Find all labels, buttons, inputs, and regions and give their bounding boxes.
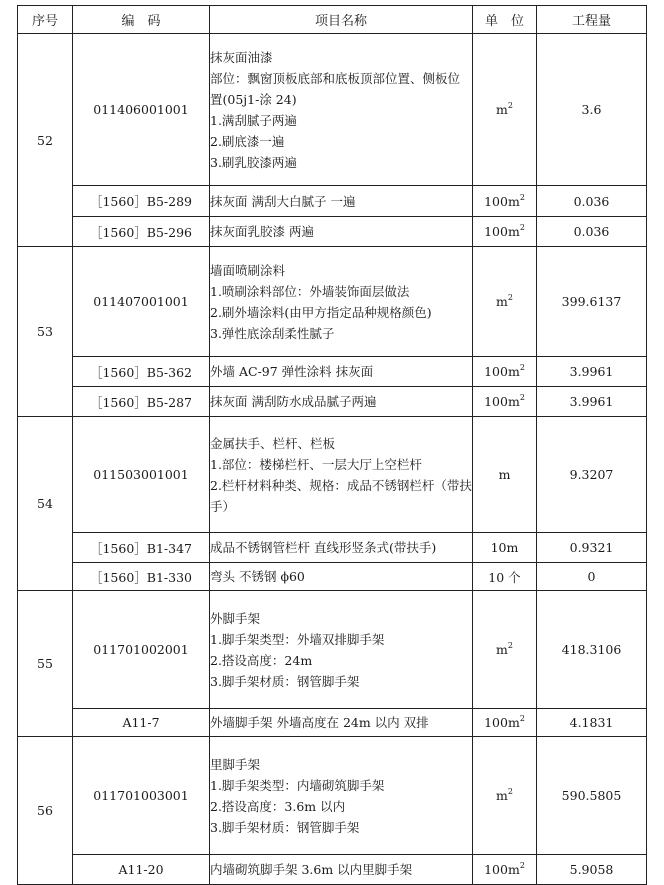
unit-cell (473, 591, 537, 709)
header-row (18, 6, 647, 34)
table-row (18, 186, 647, 217)
unit-cell (473, 186, 537, 217)
code-cell: ［1560］B1-347 (73, 533, 210, 563)
code-cell: A11-20 (73, 855, 210, 885)
unit-cell (473, 533, 537, 563)
unit-cell (473, 357, 537, 387)
seq-cell: 56 (18, 737, 73, 885)
unit-text: m (496, 102, 508, 117)
seq-cell: 54 (18, 417, 73, 591)
table-row (18, 247, 647, 357)
item-name-line: 3.脚手架材质：钢管脚手架 (210, 673, 360, 689)
item-name-line: 弯头 不锈钢 ϕ60 (210, 569, 305, 584)
item-name-line: 成品不锈钢管栏杆 直线形竖条式(带扶手) (210, 540, 437, 555)
unit-cell (473, 855, 537, 885)
unit-cell (473, 387, 537, 417)
item-name-cell (210, 417, 473, 533)
unit-text: 10m (490, 540, 519, 555)
table-row (18, 709, 647, 737)
item-name-cell (210, 247, 473, 357)
unit-exponent: 2 (519, 393, 525, 402)
quantity-cell: 3.6 (537, 34, 647, 186)
item-name-line: 3.脚手架材质：钢管脚手架 (210, 819, 360, 835)
unit-text: m (496, 294, 508, 309)
unit-text: 100m (484, 364, 520, 379)
table-row (18, 387, 647, 417)
item-name-cell (210, 709, 473, 737)
unit-cell (473, 34, 537, 186)
item-name-line: 1.部位：楼梯栏杆、一层大厅上空栏杆 (210, 456, 422, 472)
item-name-line: 外墙脚手架 外墙高度在 24m 以内 双排 (210, 715, 429, 730)
item-name-line: 金属扶手、栏杆、栏板 (210, 435, 336, 451)
unit-text: 10 个 (488, 569, 521, 585)
item-name-line: 2.刷外墙涂料(由甲方指定品种规格颜色) (210, 304, 432, 320)
code-cell: 011701002001 (73, 591, 210, 709)
unit-exponent: 2 (507, 101, 513, 110)
header-unit: 单 位 (473, 6, 537, 34)
item-name-line: 外脚手架 (210, 610, 261, 626)
code-cell: ［1560］B1-330 (73, 563, 210, 591)
unit-exponent: 2 (519, 192, 525, 202)
unit-text: m (496, 788, 508, 803)
quantity-cell: 0.036 (537, 217, 647, 247)
header-quantity: 工程量 (537, 6, 647, 34)
code-cell: ［1560］B5-296 (73, 217, 210, 247)
unit-cell (473, 563, 537, 591)
code-cell: 011503001001 (73, 417, 210, 533)
quantity-cell: 0 (537, 563, 647, 591)
quantity-cell: 590.5805 (537, 737, 647, 855)
code-cell: ［1560］B5-287 (73, 387, 210, 417)
code-cell: 011701003001 (73, 737, 210, 855)
item-name-line: 1.满刮腻子两遍 (210, 112, 297, 128)
table-row (18, 533, 647, 563)
unit-text: m (496, 642, 508, 657)
table-body (18, 34, 647, 885)
item-name-line: 外墙 AC-97 弹性涂料 抹灰面 (210, 364, 374, 379)
unit-text: 100m (484, 862, 520, 877)
item-name-line: 3.刷乳胶漆两遍 (210, 154, 297, 170)
code-cell: ［1560］B5-362 (73, 357, 210, 387)
table-row (18, 737, 647, 855)
unit-exponent: 2 (507, 641, 513, 650)
unit-text: 100m (484, 224, 520, 239)
quantity-cell: 0.036 (537, 186, 647, 217)
code-cell: 011407001001 (73, 247, 210, 357)
item-name-line: 内墙砌筑脚手架 3.6m 以内里脚手架 (210, 862, 413, 877)
unit-exponent: 2 (519, 363, 525, 372)
unit-text: 100m (484, 394, 520, 409)
item-name-line: 2.刷底漆一遍 (210, 133, 285, 149)
item-name-line: 2.搭设高度：24m (210, 652, 313, 668)
item-name-cell (210, 855, 473, 885)
item-name-line: 2.搭设高度：3.6m 以内 (210, 798, 346, 814)
code-cell: ［1560］B5-289 (73, 186, 210, 217)
item-name-cell (210, 387, 473, 417)
seq-cell: 53 (18, 247, 73, 417)
item-name-line: 抹灰面乳胶漆 两遍 (210, 224, 314, 239)
unit-cell (473, 417, 537, 533)
item-name-line: 部位：飘窗顶板底部和底板顶部位置、侧板位置(05j1-涂 24) (210, 70, 461, 107)
quantity-cell: 3.9961 (537, 387, 647, 417)
seq-cell: 55 (18, 591, 73, 737)
header-name: 项目名称 (210, 6, 473, 34)
quantity-cell: 0.9321 (537, 533, 647, 563)
item-name-cell (210, 217, 473, 247)
item-name-line: 抹灰面 满刮大白腻子 一遍 (210, 193, 356, 209)
item-name-cell (210, 34, 473, 186)
table-row (18, 855, 647, 885)
unit-text: 100m (484, 193, 520, 209)
item-name-line: 2.栏杆材料种类、规格：成品不锈钢栏杆（带扶手） (210, 477, 472, 514)
item-name-line: 1.脚手架类型：内墙砌筑脚手架 (210, 777, 385, 793)
table-row (18, 563, 647, 591)
table-row (18, 217, 647, 247)
table-row (18, 34, 647, 186)
unit-exponent: 2 (519, 861, 525, 870)
bill-of-quantities-table (17, 5, 647, 885)
header-code: 编 码 (73, 6, 210, 34)
item-name-cell (210, 357, 473, 387)
quantity-cell: 418.3106 (537, 591, 647, 709)
item-name-cell (210, 563, 473, 591)
item-name-cell (210, 533, 473, 563)
code-cell: 011406001001 (73, 34, 210, 186)
item-name-line: 1.脚手架类型：外墙双排脚手架 (210, 631, 385, 647)
unit-text: 100m (484, 715, 520, 730)
seq-cell: 52 (18, 34, 73, 247)
quantity-cell: 9.3207 (537, 417, 647, 533)
header-seq: 序号 (18, 6, 73, 34)
unit-cell (473, 737, 537, 855)
table-row (18, 591, 647, 709)
item-name-cell (210, 186, 473, 217)
item-name-cell (210, 737, 473, 855)
unit-text: m (498, 467, 511, 482)
unit-cell (473, 709, 537, 737)
item-name-line: 墙面喷刷涂料 (210, 262, 286, 278)
item-name-line: 3.弹性底涂刮柔性腻子 (210, 325, 335, 341)
unit-cell (473, 247, 537, 357)
unit-cell (473, 217, 537, 247)
item-name-line: 抹灰面 满刮防水成品腻子两遍 (210, 394, 377, 409)
table-row (18, 357, 647, 387)
quantity-cell: 4.1831 (537, 709, 647, 737)
table-row (18, 417, 647, 533)
unit-exponent: 2 (507, 293, 513, 302)
item-name-cell (210, 591, 473, 709)
item-name-line: 抹灰面油漆 (210, 49, 273, 65)
item-name-line: 1.喷刷涂料部位：外墙装饰面层做法 (210, 283, 410, 299)
item-name-line: 里脚手架 (210, 756, 261, 772)
unit-exponent: 2 (519, 223, 525, 232)
unit-exponent: 2 (507, 787, 513, 796)
quantity-cell: 3.9961 (537, 357, 647, 387)
quantity-cell: 5.9058 (537, 855, 647, 885)
unit-exponent: 2 (519, 714, 525, 723)
quantity-cell: 399.6137 (537, 247, 647, 357)
code-cell: A11-7 (73, 709, 210, 737)
